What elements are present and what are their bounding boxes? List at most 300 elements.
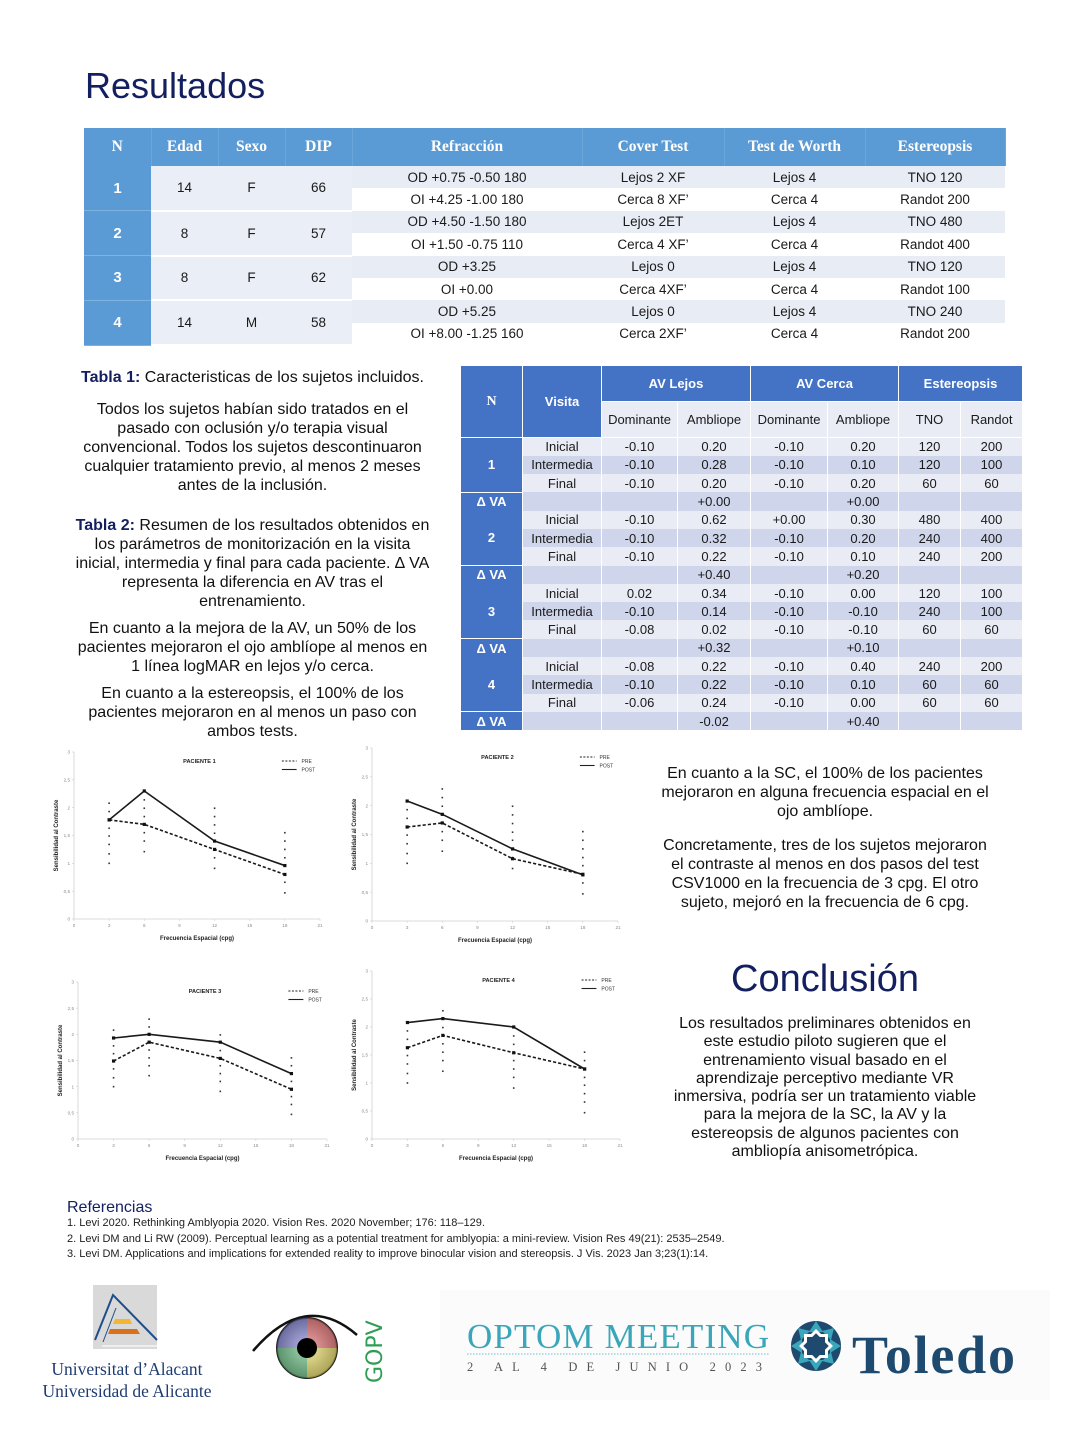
patient-dip-cell: 66 xyxy=(285,166,352,211)
randot-cell: 100 xyxy=(961,456,1023,474)
av-lejos-ambliope-cell: 0.34 xyxy=(678,584,751,602)
visita-cell: Final xyxy=(523,620,602,638)
x-tick-label: 18 xyxy=(288,1143,294,1148)
pre-point xyxy=(290,1088,293,1091)
table-subject-characteristics xyxy=(84,128,1006,346)
conclusion-text: Los resultados preliminares obtenidos en este estudio piloto sugieren que el entrenamiento visual basado en el aprendizaje perceptivo mediante VR inmersiva, podría ser un tratamiento viable para la mejora de la SC, la AV y la estereopsis de algunos pacientes con ambliopía anisometrópica. xyxy=(673,1015,977,1161)
visita-cell: Inicial xyxy=(523,657,602,675)
x-tick-label: 0 xyxy=(370,1143,374,1148)
pre-point xyxy=(112,1059,115,1062)
reference-dot xyxy=(214,857,216,859)
reference-dot xyxy=(291,1057,293,1059)
y-tick-label: 2 xyxy=(67,805,70,811)
patient-edad-cell: 14 xyxy=(151,300,218,345)
table2-group-header: Estereopsis xyxy=(899,366,1023,402)
randot-cell: 60 xyxy=(961,675,1023,693)
pre-line xyxy=(114,1042,292,1089)
patient-number-cell: 2 xyxy=(461,511,523,566)
reference-dot xyxy=(407,1082,409,1084)
refraccion-cell: OD +3.25 xyxy=(352,256,582,278)
empty-cell xyxy=(523,566,602,584)
estereopsis-cell: TNO 240 xyxy=(865,300,1005,322)
reference-dot xyxy=(291,1114,293,1116)
chart-title: PACIENTE 4 xyxy=(482,978,515,984)
x-tick-label: 6 xyxy=(143,923,146,928)
empty-cell xyxy=(961,566,1023,584)
reference-dot xyxy=(442,1051,444,1053)
reference-dot xyxy=(143,816,145,818)
reference-dot xyxy=(582,857,584,859)
reference-dot xyxy=(143,832,145,834)
av-lejos-dominante-cell: -0.10 xyxy=(602,474,678,492)
delta-va-label: Δ VA xyxy=(461,712,523,730)
tno-cell: 60 xyxy=(899,474,961,492)
y-tick-label: 1,5 xyxy=(361,1052,368,1058)
estereopsis-cell: TNO 120 xyxy=(865,256,1005,278)
x-tick-label: 21 xyxy=(615,925,621,930)
visita-cell: Intermedia xyxy=(523,602,602,620)
reference-dot xyxy=(219,1081,221,1083)
legend-pre-label: PRE xyxy=(308,988,319,995)
worth-test-cell: Lejos 4 xyxy=(724,166,865,188)
reference-dot xyxy=(442,1060,444,1062)
reference-dot xyxy=(291,1096,293,1098)
ua-logo-background xyxy=(93,1285,157,1349)
table1-caption-text: Caracteristicas de los sujetos incluidos. xyxy=(140,369,424,386)
av-lejos-ambliope-cell: 0.22 xyxy=(678,547,751,565)
reference-dot xyxy=(441,839,443,841)
reference-dot xyxy=(442,1070,444,1072)
visita-cell: Final xyxy=(523,694,602,712)
av-cerca-dominante-cell: -0.10 xyxy=(751,657,828,675)
legend-post-label: POST xyxy=(308,997,322,1004)
av-cerca-ambliope-cell: 0.10 xyxy=(828,675,899,693)
table1-caption-label: Tabla 1: xyxy=(81,369,141,386)
reference-dot xyxy=(441,805,443,807)
empty-cell xyxy=(602,639,678,657)
table2-delta-row xyxy=(461,492,1023,510)
chart-paciente-3 xyxy=(52,970,341,1175)
y-tick-label: 3 xyxy=(71,979,74,985)
patient-edad-cell: 8 xyxy=(151,211,218,256)
y-tick-label: 2 xyxy=(365,1024,368,1030)
av-lejos-dominante-cell: -0.10 xyxy=(602,511,678,529)
reference-dot xyxy=(219,1034,221,1036)
table2-subheader: Randot xyxy=(961,402,1023,438)
legend-pre-label: PRE xyxy=(301,758,312,765)
eye-pupil-icon xyxy=(297,1338,317,1358)
table2-subheader: Ambliope xyxy=(828,402,899,438)
y-tick-label: 0 xyxy=(71,1136,74,1142)
visita-cell: Inicial xyxy=(523,438,602,456)
table1-header-row xyxy=(84,128,1005,166)
y-tick-label: 2,5 xyxy=(361,996,368,1002)
empty-cell xyxy=(961,492,1023,510)
reference-dot xyxy=(584,1051,586,1053)
reference-dot xyxy=(406,818,408,820)
av-lejos-ambliope-cell: 0.22 xyxy=(678,675,751,693)
av-cerca-ambliope-cell: -0.10 xyxy=(828,620,899,638)
reference-dot xyxy=(441,831,443,833)
reference-dot xyxy=(407,1039,409,1041)
optom-meeting-title: OPTOM MEETING xyxy=(467,1317,769,1356)
reference-dot xyxy=(113,1053,115,1055)
empty-cell xyxy=(899,492,961,510)
refraccion-cell: OI +8.00 -1.25 160 xyxy=(352,323,582,345)
y-tick-label: 2 xyxy=(71,1031,74,1037)
patient-number-cell: 4 xyxy=(461,657,523,712)
table1-caption xyxy=(65,368,440,387)
reference-dot xyxy=(219,1065,221,1067)
table2-subheader: TNO xyxy=(899,402,961,438)
x-tick-label: 18 xyxy=(282,923,288,928)
reference-dot xyxy=(214,832,216,834)
delta-av-cerca-cell: +0.40 xyxy=(828,712,899,730)
av-lejos-dominante-cell: -0.08 xyxy=(602,620,678,638)
cover-test-cell: Lejos 2ET xyxy=(582,211,724,233)
av-cerca-dominante-cell: -0.10 xyxy=(751,438,828,456)
post-line xyxy=(407,801,583,875)
av-lejos-ambliope-cell: 0.24 xyxy=(678,694,751,712)
randot-cell: 100 xyxy=(961,602,1023,620)
post-point xyxy=(441,813,444,816)
reference-dot xyxy=(441,797,443,799)
worth-test-cell: Lejos 4 xyxy=(724,211,865,233)
table1-col-header: Cover Test xyxy=(582,128,724,166)
y-tick-label: 0 xyxy=(365,918,368,924)
patient-number-cell: 1 xyxy=(461,438,523,493)
legend-pre-label: PRE xyxy=(601,977,612,984)
y-tick-label: 3 xyxy=(365,968,368,974)
post-point xyxy=(441,1017,444,1020)
reference-dot xyxy=(108,802,110,804)
y-axis-label: Sensibilidad al Contraste xyxy=(54,799,60,872)
tno-cell: 60 xyxy=(899,694,961,712)
patient-sexo-cell: F xyxy=(218,256,285,301)
table2-subheader: Ambliope xyxy=(678,402,751,438)
empty-cell xyxy=(602,566,678,584)
table2-row xyxy=(461,675,1023,693)
av-cerca-dominante-cell: +0.00 xyxy=(751,511,828,529)
patient-sexo-cell: M xyxy=(218,300,285,345)
pre-point xyxy=(511,857,514,860)
reference-dot xyxy=(219,1050,221,1052)
av-cerca-ambliope-cell: 0.00 xyxy=(828,584,899,602)
post-point xyxy=(581,873,584,876)
x-tick-label: 21 xyxy=(317,923,323,928)
av-lejos-dominante-cell: -0.10 xyxy=(602,547,678,565)
estereopsis-cell: Randot 200 xyxy=(865,323,1005,345)
x-tick-label: 15 xyxy=(247,923,253,928)
x-tick-label: 9 xyxy=(178,923,181,928)
x-tick-label: 0 xyxy=(76,1143,80,1148)
x-tick-label: 12 xyxy=(511,1143,517,1148)
visita-cell: Inicial xyxy=(523,584,602,602)
x-tick-label: 3 xyxy=(405,925,409,930)
pre-point xyxy=(441,821,444,824)
reference-dot xyxy=(108,853,110,855)
reference-dot xyxy=(582,865,584,867)
refraccion-cell: OI +4.25 -1.00 180 xyxy=(352,188,582,210)
reference-dot xyxy=(113,1029,115,1031)
table2-caption-text: Resumen de los resultados obtenidos en los parámetros de monitorización en la visita inicial, intermedia y final para cada paciente. ∆ VA representa la diferencia en AV tras el entrenamiento. xyxy=(75,517,430,610)
y-tick-label: 0,5 xyxy=(67,1110,74,1116)
cover-test-cell: Lejos 0 xyxy=(582,300,724,322)
table2-group-header: AV Lejos xyxy=(602,366,751,402)
reference-dot xyxy=(143,851,145,853)
patient-number-cell: 3 xyxy=(84,256,151,301)
patient-dip-cell: 62 xyxy=(285,256,352,301)
x-tick-label: 6 xyxy=(441,1143,445,1148)
av-lejos-ambliope-cell: 0.32 xyxy=(678,529,751,547)
av-cerca-dominante-cell: -0.10 xyxy=(751,602,828,620)
reference-item: 1. Levi 2020. Rethinking Amblyopia 2020. Vision Res. 2020 November; 176: 118–129. xyxy=(67,1217,485,1229)
av-lejos-ambliope-cell: 0.22 xyxy=(678,657,751,675)
y-tick-label: 0,5 xyxy=(361,889,368,895)
y-axis-label: Sensibilidad al Contraste xyxy=(58,1024,64,1097)
tno-cell: 120 xyxy=(899,438,961,456)
reference-dot xyxy=(513,1087,515,1089)
post-point xyxy=(512,1025,515,1028)
reference-dot xyxy=(148,1075,150,1077)
x-tick-label: 12 xyxy=(212,923,218,928)
av-cerca-dominante-cell: -0.10 xyxy=(751,620,828,638)
reference-dot xyxy=(407,1073,409,1075)
empty-cell xyxy=(602,492,678,510)
av-lejos-dominante-cell: -0.10 xyxy=(602,675,678,693)
x-axis-label: Frecuencia Espacial (cpg) xyxy=(159,936,235,942)
randot-cell: 400 xyxy=(961,511,1023,529)
post-point xyxy=(406,799,409,802)
worth-test-cell: Cerca 4 xyxy=(724,233,865,255)
y-tick-label: 3 xyxy=(365,745,368,751)
post-point xyxy=(219,1041,222,1044)
cover-test-cell: Lejos 2 XF xyxy=(582,166,724,188)
empty-cell xyxy=(523,639,602,657)
paragraph-av-improvement: En cuanto a la mejora de la AV, un 50% de los pacientes mejoraron el ojo amblíope al menos en 1 línea logMAR en lejos y/o cerca. xyxy=(77,620,428,675)
x-tick-label: 3 xyxy=(406,1143,409,1148)
legend-post-label: POST xyxy=(301,767,316,774)
reference-dot xyxy=(582,839,584,841)
reference-dot xyxy=(284,840,286,842)
av-cerca-dominante-cell: -0.10 xyxy=(751,694,828,712)
y-tick-label: 0,5 xyxy=(361,1108,368,1114)
table2-header-n: N xyxy=(461,366,523,438)
post-point xyxy=(148,1033,151,1036)
chart-paciente-4 xyxy=(346,959,634,1175)
av-lejos-ambliope-cell: 0.20 xyxy=(678,438,751,456)
reference-dot xyxy=(284,881,286,883)
reference-item: 2. Levi DM and Li RW (2009). Perceptual learning as a potential treatment for amblyopia: a mini-review. Vision Res 49(21): 2535–2549. xyxy=(67,1232,725,1245)
av-lejos-dominante-cell: -0.10 xyxy=(602,438,678,456)
pre-point xyxy=(441,1034,444,1037)
patient-number-cell: 2 xyxy=(84,211,151,256)
refraccion-cell: OI +0.00 xyxy=(352,278,582,300)
reference-dot xyxy=(219,1091,221,1093)
refraccion-cell: OD +4.50 -1.50 180 xyxy=(352,211,582,233)
y-tick-label: 3 xyxy=(67,749,70,755)
cover-test-cell: Lejos 0 xyxy=(582,256,724,278)
x-tick-label: 21 xyxy=(617,1143,623,1148)
y-tick-label: 0,5 xyxy=(63,888,70,894)
empty-cell xyxy=(523,712,602,730)
y-tick-label: 0 xyxy=(67,916,70,922)
delta-av-cerca-cell: +0.00 xyxy=(828,492,899,510)
av-cerca-ambliope-cell: 0.10 xyxy=(828,547,899,565)
chart-paciente-2 xyxy=(346,736,632,957)
reference-dot xyxy=(143,799,145,801)
av-lejos-dominante-cell: -0.06 xyxy=(602,694,678,712)
y-axis-label: Sensibilidad al Contraste xyxy=(352,1019,358,1091)
reference-dot xyxy=(584,1060,586,1062)
post-point xyxy=(108,818,111,821)
table1-col-header: Refracción xyxy=(352,128,582,166)
av-cerca-ambliope-cell: 0.20 xyxy=(828,474,899,492)
post-point xyxy=(583,1067,586,1070)
reference-dot xyxy=(442,1010,444,1012)
av-cerca-dominante-cell: -0.10 xyxy=(751,456,828,474)
post-point xyxy=(283,864,286,867)
reference-dot xyxy=(513,1060,515,1062)
reference-dot xyxy=(584,1084,586,1086)
reference-dot xyxy=(512,805,514,807)
toledo-city-text: Toledo xyxy=(852,1325,1015,1385)
reference-dot xyxy=(108,827,110,829)
x-tick-label: 3 xyxy=(107,923,111,928)
y-tick-label: 1,5 xyxy=(67,1058,74,1064)
paragraph-prior-treatment: Todos los sujetos habían sido tratados en el pasado con oclusión y/o terapia visual convencional. Todos los sujetos descontinuaron cualquier tratamiento previo, al menos 2 meses antes de la inclusión. xyxy=(83,401,422,494)
reference-dot xyxy=(584,1112,586,1114)
post-point xyxy=(290,1072,293,1075)
legend-post-label: POST xyxy=(601,986,616,993)
x-tick-label: 18 xyxy=(580,925,586,930)
reference-dot xyxy=(582,848,584,850)
reference-dot xyxy=(406,863,408,865)
reference-dot xyxy=(214,807,216,809)
randot-cell: 60 xyxy=(961,474,1023,492)
pre-point xyxy=(283,873,286,876)
x-tick-label: 15 xyxy=(546,1143,552,1148)
av-cerca-dominante-cell: -0.10 xyxy=(751,675,828,693)
chart-paciente-1 xyxy=(48,740,334,955)
university-alicante-logo xyxy=(40,1280,230,1405)
visita-cell: Intermedia xyxy=(523,456,602,474)
reference-dot xyxy=(584,1093,586,1095)
references-title: Referencias xyxy=(67,1199,153,1216)
x-axis-label: Frecuencia Espacial (cpg) xyxy=(458,1156,534,1162)
x-axis-label: Frecuencia Espacial (cpg) xyxy=(457,938,533,944)
empty-cell xyxy=(751,566,828,584)
delta-av-lejos-cell: +0.40 xyxy=(678,566,751,584)
post-line xyxy=(407,1019,584,1069)
cover-test-cell: Cerca 2XF’ xyxy=(582,323,724,345)
reference-dot xyxy=(582,893,584,895)
empty-cell xyxy=(961,712,1023,730)
reference-dot xyxy=(512,839,514,841)
reference-dot xyxy=(512,814,514,816)
pre-point xyxy=(148,1041,151,1044)
table2-delta-row xyxy=(461,639,1023,657)
x-tick-label: 9 xyxy=(476,925,479,930)
reference-item: 3. Levi DM. Applications and implications for extended reality to improve binocular vision and stereopsis. J Vis. 2023 Jan 3;23(1):14. xyxy=(67,1248,709,1260)
av-cerca-ambliope-cell: 0.40 xyxy=(828,657,899,675)
post-point xyxy=(112,1036,115,1039)
x-tick-label: 9 xyxy=(183,1143,186,1148)
reference-dot xyxy=(406,853,408,855)
paragraph-csv1000-detail: Concretamente, tres de los sujetos mejoraron el contraste al menos en dos pasos del test CSV1000 en la frecuencia de 3 cpg. El otro sujeto, mejoró en la frecuencia de 6 cpg. xyxy=(663,837,987,911)
table2-row xyxy=(461,456,1023,474)
empty-cell xyxy=(751,712,828,730)
reference-dot xyxy=(512,823,514,825)
av-lejos-ambliope-cell: 0.02 xyxy=(678,620,751,638)
patient-edad-cell: 14 xyxy=(151,166,218,211)
delta-av-cerca-cell: +0.20 xyxy=(828,566,899,584)
visita-cell: Intermedia xyxy=(523,529,602,547)
delta-va-label: Δ VA xyxy=(461,639,523,657)
pre-line xyxy=(407,823,583,874)
reference-dot xyxy=(108,844,110,846)
reference-dot xyxy=(442,1027,444,1029)
pre-point xyxy=(512,1051,515,1054)
estereopsis-cell: Randot 100 xyxy=(865,278,1005,300)
av-lejos-dominante-cell: -0.10 xyxy=(602,456,678,474)
y-tick-label: 1 xyxy=(365,860,368,866)
refraccion-cell: OI +1.50 -0.75 110 xyxy=(352,233,582,255)
av-lejos-dominante-cell: -0.08 xyxy=(602,657,678,675)
reference-dot xyxy=(143,840,145,842)
table1-row xyxy=(84,166,1005,188)
post-line xyxy=(109,791,285,866)
reference-dot xyxy=(407,1055,409,1057)
cover-test-cell: Cerca 4XF’ xyxy=(582,278,724,300)
x-tick-label: 12 xyxy=(510,925,516,930)
delta-va-label: Δ VA xyxy=(461,492,523,510)
reference-dot xyxy=(513,1035,515,1037)
patient-number-cell: 1 xyxy=(84,166,151,211)
table2-row xyxy=(461,547,1023,565)
worth-test-cell: Cerca 4 xyxy=(724,188,865,210)
estereopsis-cell: TNO 480 xyxy=(865,211,1005,233)
table2-row xyxy=(461,584,1023,602)
reference-dot xyxy=(148,1026,150,1028)
empty-cell xyxy=(751,639,828,657)
x-tick-label: 3 xyxy=(112,1143,115,1148)
reference-dot xyxy=(291,1081,293,1083)
randot-cell: 200 xyxy=(961,657,1023,675)
optom-meeting-logo xyxy=(440,1290,1050,1400)
table2-header-row xyxy=(461,366,1023,402)
y-tick-label: 1 xyxy=(71,1084,74,1090)
table1-row xyxy=(84,256,1005,278)
optom-meeting-dates: 2 AL 4 DE JUNIO 2023 xyxy=(467,1360,769,1374)
paragraph-stereopsis-improvement: En cuanto a la estereopsis, el 100% de los pacientes mejoraron en al menos un paso con ambos tests. xyxy=(88,685,417,740)
worth-test-cell: Cerca 4 xyxy=(724,278,865,300)
tno-cell: 120 xyxy=(899,584,961,602)
av-lejos-ambliope-cell: 0.20 xyxy=(678,474,751,492)
post-point xyxy=(213,839,216,842)
table1-col-header: Sexo xyxy=(218,128,285,166)
pre-point xyxy=(219,1057,222,1060)
y-tick-label: 1,5 xyxy=(63,833,70,839)
legend-pre-label: PRE xyxy=(599,754,610,761)
worth-test-cell: Lejos 4 xyxy=(724,300,865,322)
reference-dot xyxy=(291,1065,293,1067)
table1-col-header: Edad xyxy=(151,128,218,166)
tno-cell: 60 xyxy=(899,620,961,638)
y-axis-label: Sensibilidad al Contraste xyxy=(352,798,358,871)
tno-cell: 240 xyxy=(899,657,961,675)
y-tick-label: 0 xyxy=(365,1136,368,1142)
